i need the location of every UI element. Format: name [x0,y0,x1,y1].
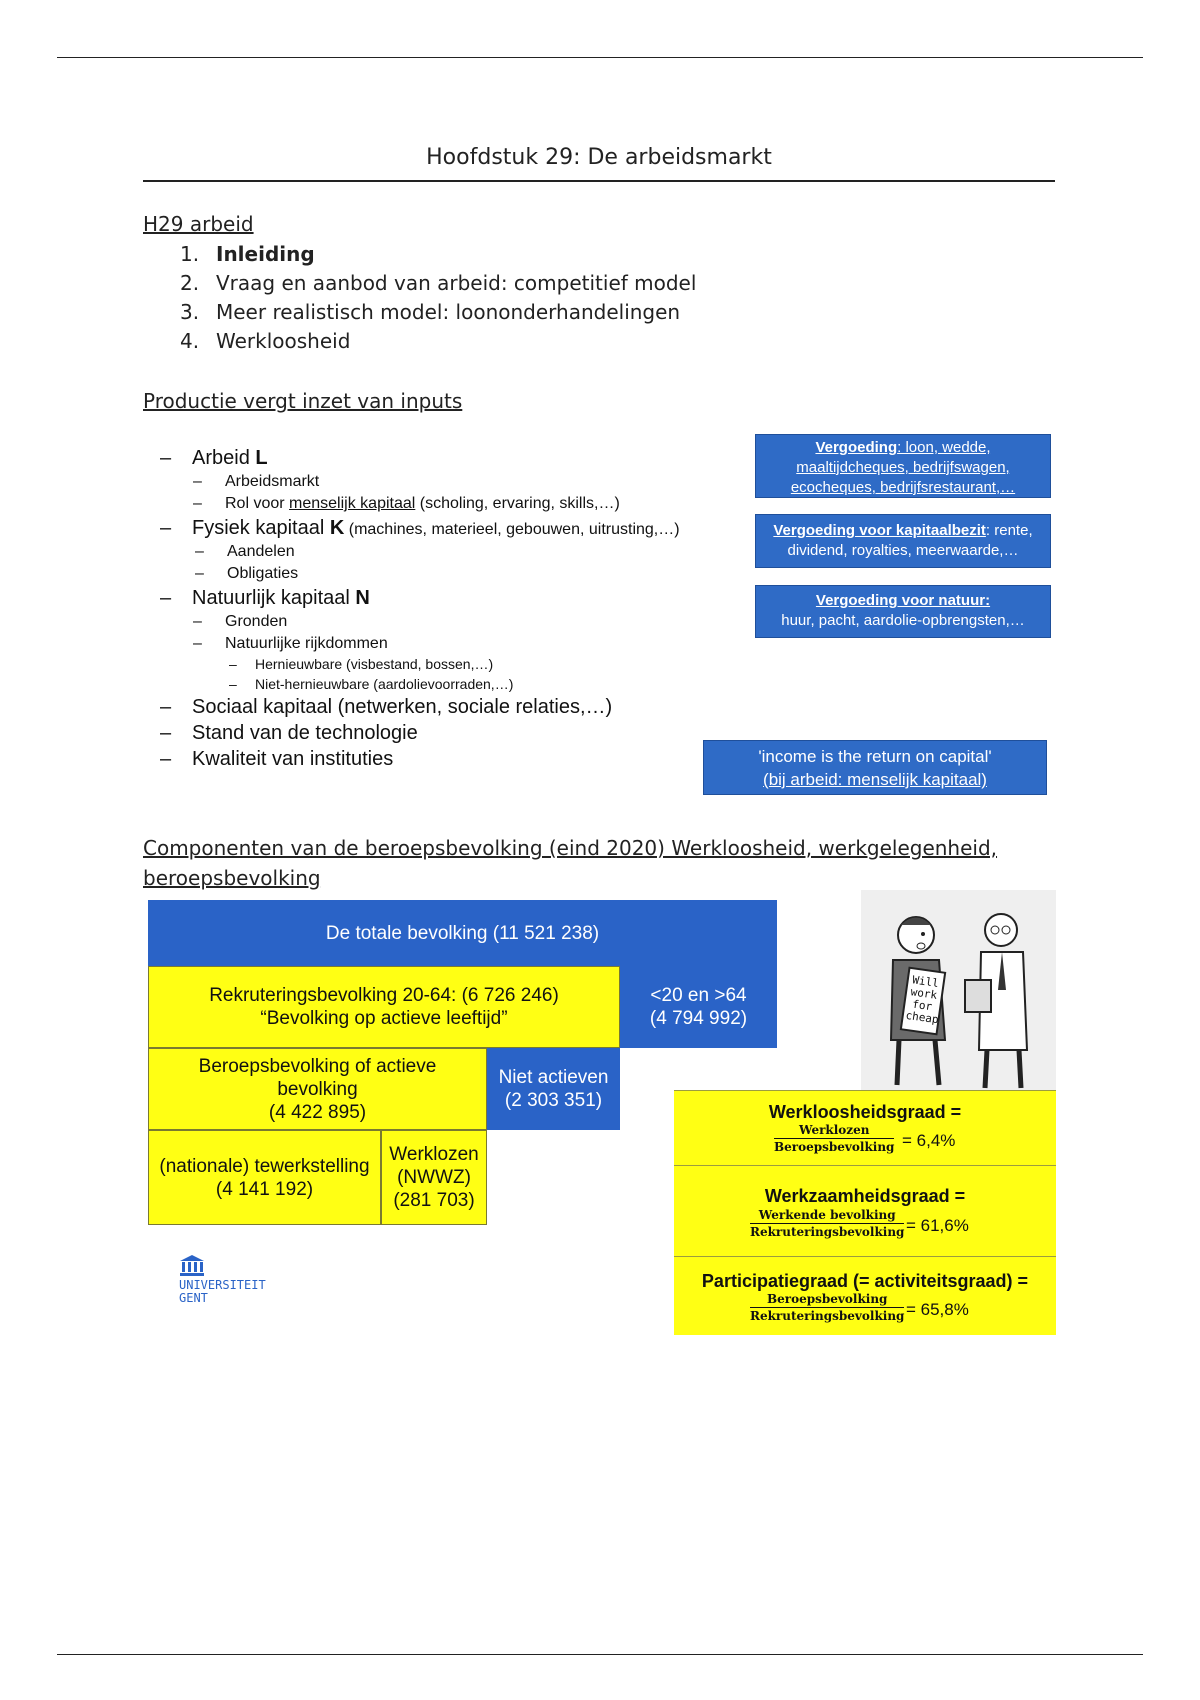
outline-item: 1. Inleiding [180,242,315,266]
ugent-logo: UNIVERSITEIT GENT [179,1254,266,1305]
input-natuurlijk-kapitaal: – Natuurlijk kapitaal N [160,587,370,609]
ratio-werkloosheidsgraad: Werkloosheidsgraad = Werklozen Beroepsbevolking = 6,4% [674,1090,1056,1165]
title-underline [143,180,1055,182]
sub-hernieuwbare: – Hernieuwbare (visbestand, bossen,…) [229,656,494,672]
box-vergoeding-arbeid: Vergoeding: loon, wedde, maaltijdcheques, bedrijfswagen, ecocheques, bedrijfsrestaurant,… [755,434,1051,498]
sub-niet-hernieuwbare: – Niet-hernieuwbare (aardolievoorraden,…) [229,676,514,692]
footer-rule [57,1654,1143,1655]
cell-werklozen: Werklozen (NWWZ) (281 703) [381,1130,487,1225]
cell-totale-bevolking: De totale bevolking (11 521 238) [148,900,777,966]
input-sociaal-kapitaal: – Sociaal kapitaal (netwerken, sociale relaties,…) [160,696,613,718]
cell-buiten-actieve-leeftijd: <20 en >64 (4 794 992) [620,966,777,1048]
sub-natuurlijke-rijkdommen: – Natuurlijke rijkdommen [193,635,388,652]
ratio-fraction: Werklozen Beroepsbevolking [774,1123,895,1154]
cartoon-figures-icon [861,890,1056,1091]
sub-menselijk-kapitaal: – Rol voor menselijk kapitaal (scholing, ervaring, skills,…) [193,495,620,512]
cartoon-sign-text: Will work for cheap [904,973,940,1027]
section-heading-beroepsbevolking: Componenten van de beroepsbevolking (eind 2020) Werkloosheid, werkgelegenheid, beroepsbevolking [143,836,998,890]
section-heading-inputs: Productie vergt inzet van inputs [143,389,463,413]
section-heading-h29: H29 arbeid [143,212,254,236]
header-rule [57,57,1143,58]
cell-beroepsbevolking: Beroepsbevolking of actieve bevolking (4 422 895) [148,1048,487,1130]
chapter-outline [180,242,696,358]
cartoon-illustration [861,890,1056,1091]
outline-item: 4. Werkloosheid [180,329,351,353]
box-income-return-capital: 'income is the return on capital' (bij arbeid: menselijk kapitaal) [703,740,1047,795]
cell-rekruteringsbevolking: Rekruteringsbevolking 20-64: (6 726 246) “Bevolking op actieve leeftijd” [148,966,620,1048]
box-vergoeding-kapitaal: Vergoeding voor kapitaalbezit: rente, dividend, royalties, meerwaarde,… [755,514,1051,568]
cell-niet-actieven: Niet actieven (2 303 351) [487,1048,620,1130]
cell-tewerkstelling: (nationale) tewerkstelling (4 141 192) [148,1130,381,1225]
ratio-fraction: Beroepsbevolking Rekruteringsbevolking [750,1292,905,1323]
sub-gronden: – Gronden [193,613,288,630]
outline-item: 3. Meer realistisch model: loononderhandelingen [180,300,681,324]
ratio-fraction: Werkende bevolking Rekruteringsbevolking [750,1208,905,1239]
sub-aandelen: – Aandelen [195,543,295,560]
sub-arbeidsmarkt: – Arbeidsmarkt [193,473,320,490]
outline-item: 2. Vraag en aanbod van arbeid: competitief model [180,271,697,295]
sub-obligaties: – Obligaties [195,565,299,582]
input-technologie: – Stand van de technologie [160,722,418,744]
page-title: Hoofdstuk 29: De arbeidsmarkt [426,145,772,170]
input-fysiek-kapitaal: – Fysiek kapitaal K (machines, materieel, gebouwen, uitrusting,…) [160,517,680,539]
box-vergoeding-natuur: Vergoeding voor natuur: huur, pacht, aardolie-opbrengsten,… [755,585,1051,638]
input-instituties: – Kwaliteit van instituties [160,748,394,770]
ratio-werkzaamheidsgraad: Werkzaamheidsgraad = Werkende bevolking Rekruteringsbevolking = 61,6% [674,1165,1056,1256]
input-arbeid: – Arbeid L [160,447,268,469]
ratio-participatiegraad: Participatiegraad (= activiteitsgraad) = Beroepsbevolking Rekruteringsbevolking = 65,8% [674,1256,1056,1335]
university-building-icon [179,1254,205,1276]
